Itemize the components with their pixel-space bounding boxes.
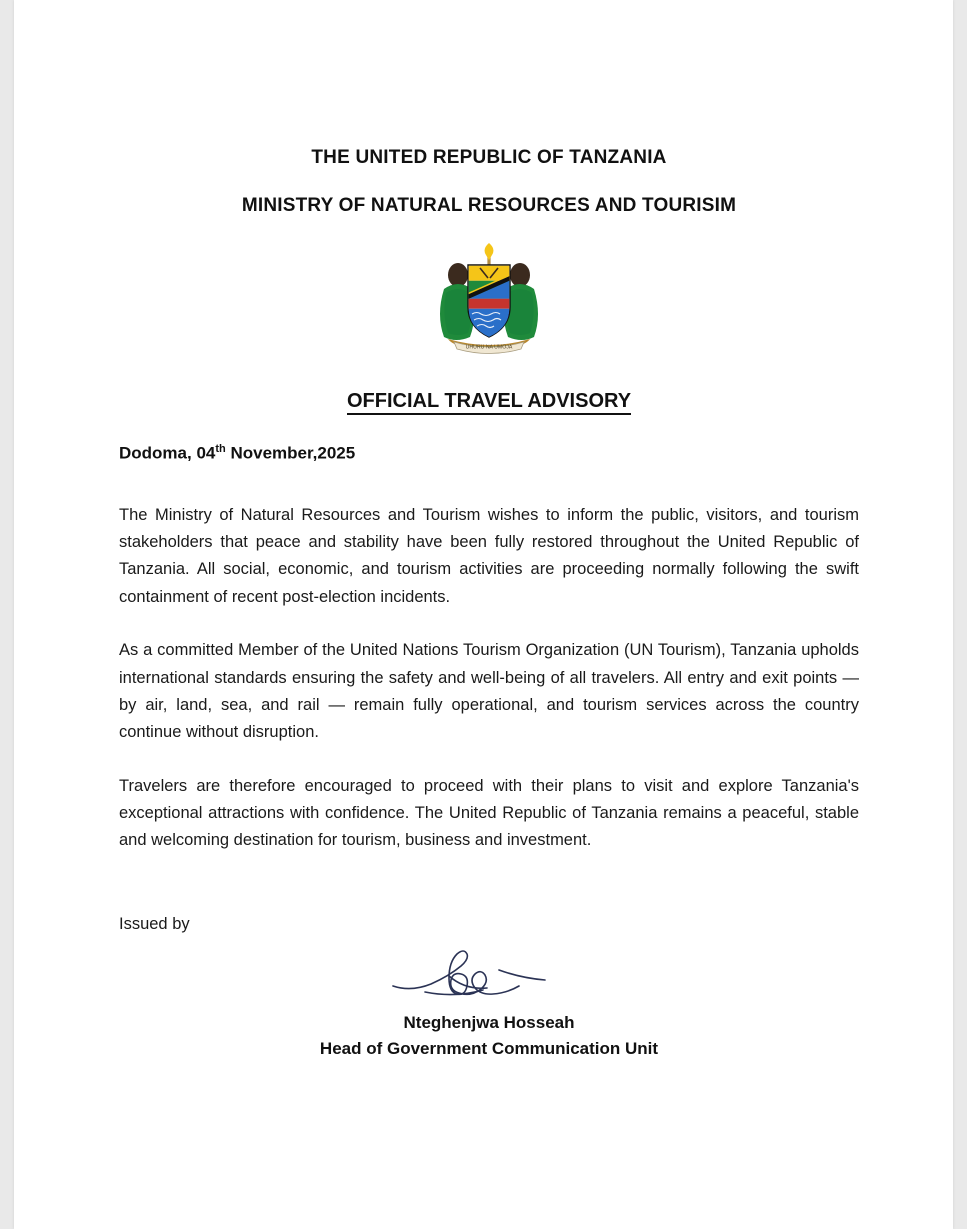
dateline-city: Dodoma, 04 [119,443,216,463]
svg-text:UHURU NA UMOJA: UHURU NA UMOJA [465,344,513,351]
signature-container [119,946,859,1008]
issued-by-label: Issued by [119,914,190,933]
ministry-heading: MINISTRY OF NATURAL RESOURCES AND TOURISIM [241,195,737,216]
page-title-text: OFFICIAL TRAVEL ADVISORY [347,390,631,415]
signer-block [119,1010,859,1063]
body-paragraph-2: As a committed Member of the United Nations Tourism Organization (UN Tourism), Tanzania upholds international standards ensuring the safety and well-being of all travelers. All entry and exit points — by air, land, sea, and rail — remain fully operational, and tourism services across the country continue without disruption. [119,641,859,742]
signer-name: Nteghenjwa Hosseah [403,1012,575,1032]
signature-mark-icon [389,946,589,1008]
dateline-rest: November,2025 [225,443,356,463]
republic-heading: THE UNITED REPUBLIC OF TANZANIA [311,147,667,168]
body-paragraph-3: Travelers are therefore encouraged to proceed with their plans to visit and explore Tanzania's exceptional attractions with confidence. The United Republic of Tanzania remains a peaceful, stable and welcoming destination for tourism, business and investment. [119,776,859,850]
tanzania-coat-of-arms-icon [428,235,550,360]
document-page [14,0,953,1229]
document-body [119,0,859,1229]
body-paragraph-1: The Ministry of Natural Resources and Tourism wishes to inform the public, visitors, and tourism stakeholders that peace and stability have been fully restored throughout the United Republic of Tanzania. All social, economic, and tourism activities are proceeding normally following the swift containment of recent post-election incidents. [119,505,859,606]
page-title [119,390,859,413]
signer-title: Head of Government Communication Unit [319,1039,659,1059]
dateline-ordinal: th [215,443,226,455]
dateline [119,443,859,464]
emblem-container [119,235,859,360]
